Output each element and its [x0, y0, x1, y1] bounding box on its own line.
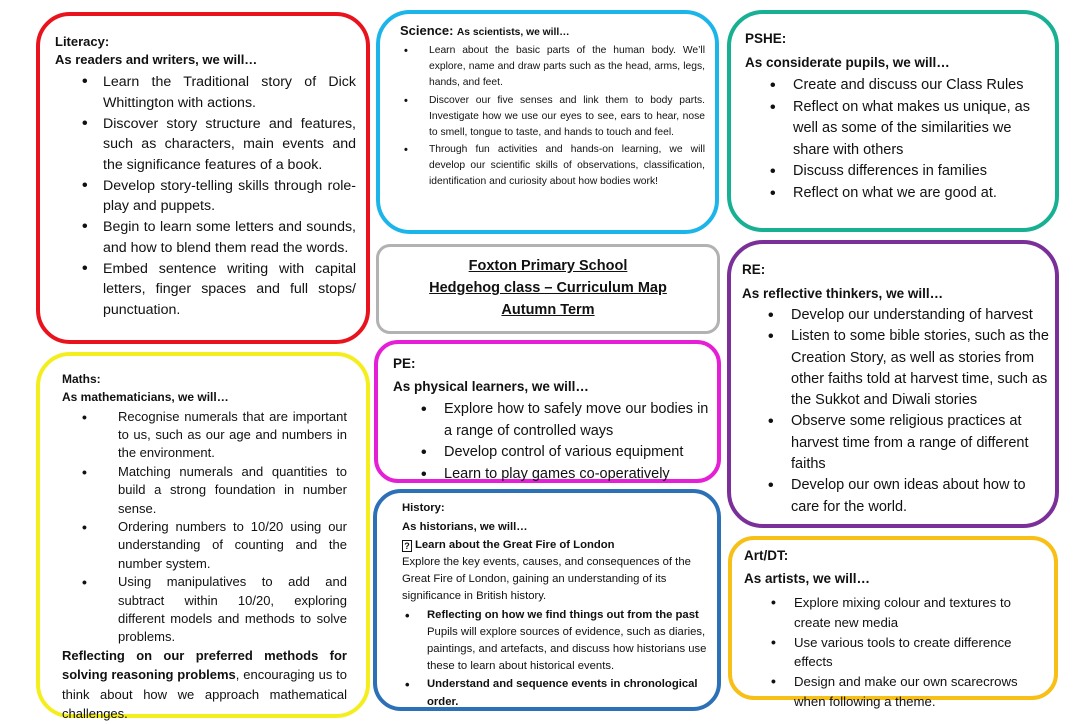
list-item: • Matching numerals and quantities to build a strong foundation in number sense. [62, 463, 351, 518]
maths-reflection-text: , encouraging us to think about how we approach mathematical challenges. [62, 667, 348, 722]
art-dt-panel [728, 536, 1058, 709]
list-item [402, 607, 709, 676]
science-panel [376, 10, 719, 234]
literacy-panel [36, 12, 370, 344]
list-item: • Reflect on what makes us unique, as well as some of the similarities we share with others [745, 97, 1049, 162]
term-title: Autumn Term [501, 302, 595, 318]
list-item: • Learn to play games co-operatively [393, 464, 711, 486]
pshe-subheading: As considerate pupils, we will… [745, 55, 950, 70]
list-item: • Explore how to safely move our bodies in a range of controlled ways [393, 399, 711, 442]
list-item: • Develop our own ideas about how to care for the world. [742, 475, 1049, 518]
science-subheading: As scientists, we will… [456, 27, 570, 38]
list-item: • Observe some religious practices at harvest time from a range of different faiths [742, 411, 1049, 475]
history-heading: History: [402, 502, 445, 514]
list-item: • Develop our understanding of harvest [742, 305, 1049, 326]
art-subheading: As artists, we will… [744, 571, 871, 586]
list-item: • Design and make our own scarecrows when following a theme. [744, 672, 1050, 712]
maths-reflection-bold: Reflecting on our preferred methods for solving reasoning problems [62, 647, 347, 683]
list-item: • Discover our five senses and link them to body parts. Investigate how we use our eyes to see, ears to hear, nose to smell, tongue to taste, and hands to touch and feel. [400, 93, 709, 141]
list-item: • Use various tools to create difference effects [744, 633, 1050, 673]
history-learn-title: Learn about the Great Fire of London [415, 539, 615, 551]
list-item: • Listen to some bible stories, such as the Creation Story, as well as stories from other faiths told at harvest time, such as the Sukkot and Diwali stories [742, 326, 1049, 411]
pshe-heading: PSHE: [745, 31, 787, 46]
missing-glyph-icon: ? [402, 540, 412, 552]
pe-subheading: As physical learners, we will… [393, 379, 589, 394]
history-panel [373, 489, 721, 711]
list-item: • Embed sentence writing with capital letters, finger spaces and full stops/ punctuation. [55, 259, 356, 321]
pe-heading: PE: [393, 356, 416, 371]
list-item: • Develop control of various equipment [393, 442, 711, 464]
list-item: • Learn about the basic parts of the human body. We’ll explore, name and draw parts such as the head, arms, legs, hands, and feet. [400, 43, 709, 91]
pshe-panel [727, 10, 1059, 232]
list-item: • Using manipulatives to add and subtract within 10/20, exploring different models and methods to solve problems. [62, 573, 351, 646]
pe-panel [374, 340, 721, 483]
class-curriculum-map-title: Hedgehog class – Curriculum Map [429, 280, 667, 296]
list-item: • Develop story-telling skills through role-play and puppets. [55, 176, 356, 217]
science-title-line [400, 23, 709, 40]
list-item: • Explore mixing colour and textures to create new media [744, 593, 1050, 633]
title-panel [376, 244, 720, 334]
history-learn-text: Explore the key events, causes, and consequences of the Great Fire of London, gaining an understanding of its significance in British history. [402, 556, 691, 603]
art-list [744, 593, 1050, 712]
list-item: • Reflect on what we are good at. [745, 183, 1049, 205]
re-list [742, 305, 1049, 518]
list-item: • Recognise numerals that are important to us, such as our age and numbers in the environment. [62, 408, 351, 463]
history-item-heading: • Reflecting on how we find things out from the past [427, 608, 699, 621]
maths-heading: Maths: [62, 372, 101, 386]
literacy-heading: Literacy: [55, 34, 110, 49]
list-item [402, 676, 709, 710]
list-item: • Discuss differences in families [745, 161, 1049, 183]
history-item-text: Pupils will explore sources of evidence, such as diaries, paintings, and artefacts, and discuss how historians use these to learn about historical events. [427, 625, 707, 673]
science-heading: Science: [400, 23, 454, 38]
history-subheading: As historians, we will… [402, 521, 528, 533]
literacy-subheading: As readers and writers, we will… [55, 52, 258, 67]
art-heading: Art/DT: [744, 548, 789, 563]
list-item: • Through fun activities and hands-on learning, we will develop our scientific skills of observations, classification, identification and curiosity about how bodies work! [400, 142, 709, 190]
history-list [402, 607, 709, 711]
re-subheading: As reflective thinkers, we will… [742, 286, 944, 301]
pshe-list [745, 75, 1049, 204]
history-learn-heading [402, 536, 709, 554]
maths-panel [36, 352, 370, 722]
maths-subheading: As mathematicians, we will… [62, 390, 229, 404]
science-list [400, 43, 709, 190]
school-name: Foxton Primary School [468, 258, 628, 274]
list-item: • Discover story structure and features, such as characters, main events and the significance features of a book. [55, 114, 356, 176]
list-item: • Ordering numbers to 10/20 using our understanding of counting and the number system. [62, 518, 351, 573]
pe-list [393, 399, 711, 485]
list-item: • Learn the Traditional story of Dick Whittington with actions. [55, 72, 356, 113]
re-panel [727, 240, 1059, 528]
maths-reflection [62, 646, 351, 724]
list-item: • Begin to learn some letters and sounds, and how to blend them read the words. [55, 217, 356, 258]
re-heading: RE: [742, 262, 766, 277]
list-item: • Create and discuss our Class Rules [745, 75, 1049, 97]
maths-list [62, 408, 351, 646]
history-item-heading: • Understand and sequence events in chronological order. [427, 678, 698, 708]
literacy-list [55, 72, 356, 320]
